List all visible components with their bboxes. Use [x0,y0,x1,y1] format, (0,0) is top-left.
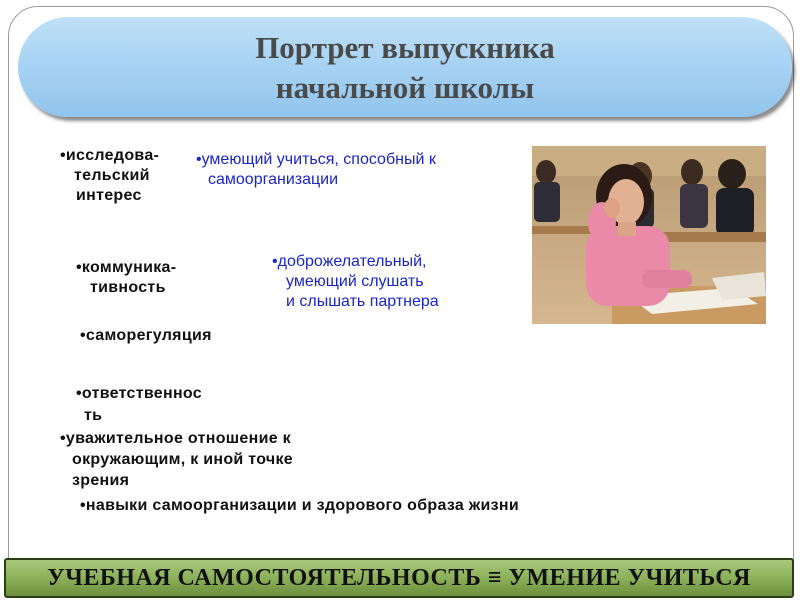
item-healthy-lifestyle [80,496,519,516]
item-line: зрения [72,472,130,489]
item-line: •коммуника- [76,259,177,276]
item-respect [60,428,293,491]
page-title [255,28,555,108]
item-line: самоорганизации [208,171,339,188]
item-line: интерес [76,187,142,204]
item-line: •саморегуляция [80,327,212,344]
item-line: •ответственнос [76,385,202,402]
item-self-regulation [80,326,212,346]
footer-text: УЧЕБНАЯ САМОСТОЯТЕЛЬНОСТЬ ≡ УМЕНИЕ УЧИТЬСЯ [47,564,751,591]
item-research-interest [60,146,159,206]
item-line: •уважительное отношение к [60,430,291,447]
item-line: •исследова- [60,147,160,164]
item-line: умеющий слушать [286,273,424,290]
item-line: тельский [74,167,150,184]
item-line: •умеющий учиться, способный к [196,151,436,168]
classroom-photo [532,146,766,324]
title-line-2: начальной школы [275,70,535,105]
item-communication [76,258,176,298]
item-line: и слышать партнера [286,293,439,310]
footer-banner [4,558,794,598]
title-line-1: Портрет выпускника [255,30,555,65]
item-responsibility [76,384,202,426]
item-line: тивность [90,279,166,296]
item-line: окружающим, к иной точке [72,451,294,468]
item-learning-ability [196,150,436,190]
item-friendliness [272,252,439,312]
title-banner [18,17,792,117]
item-line: •навыки самоорганизации и здорового образа жизни [80,497,519,514]
item-line: ть [84,407,103,424]
item-line: •доброжелательный, [272,253,427,270]
